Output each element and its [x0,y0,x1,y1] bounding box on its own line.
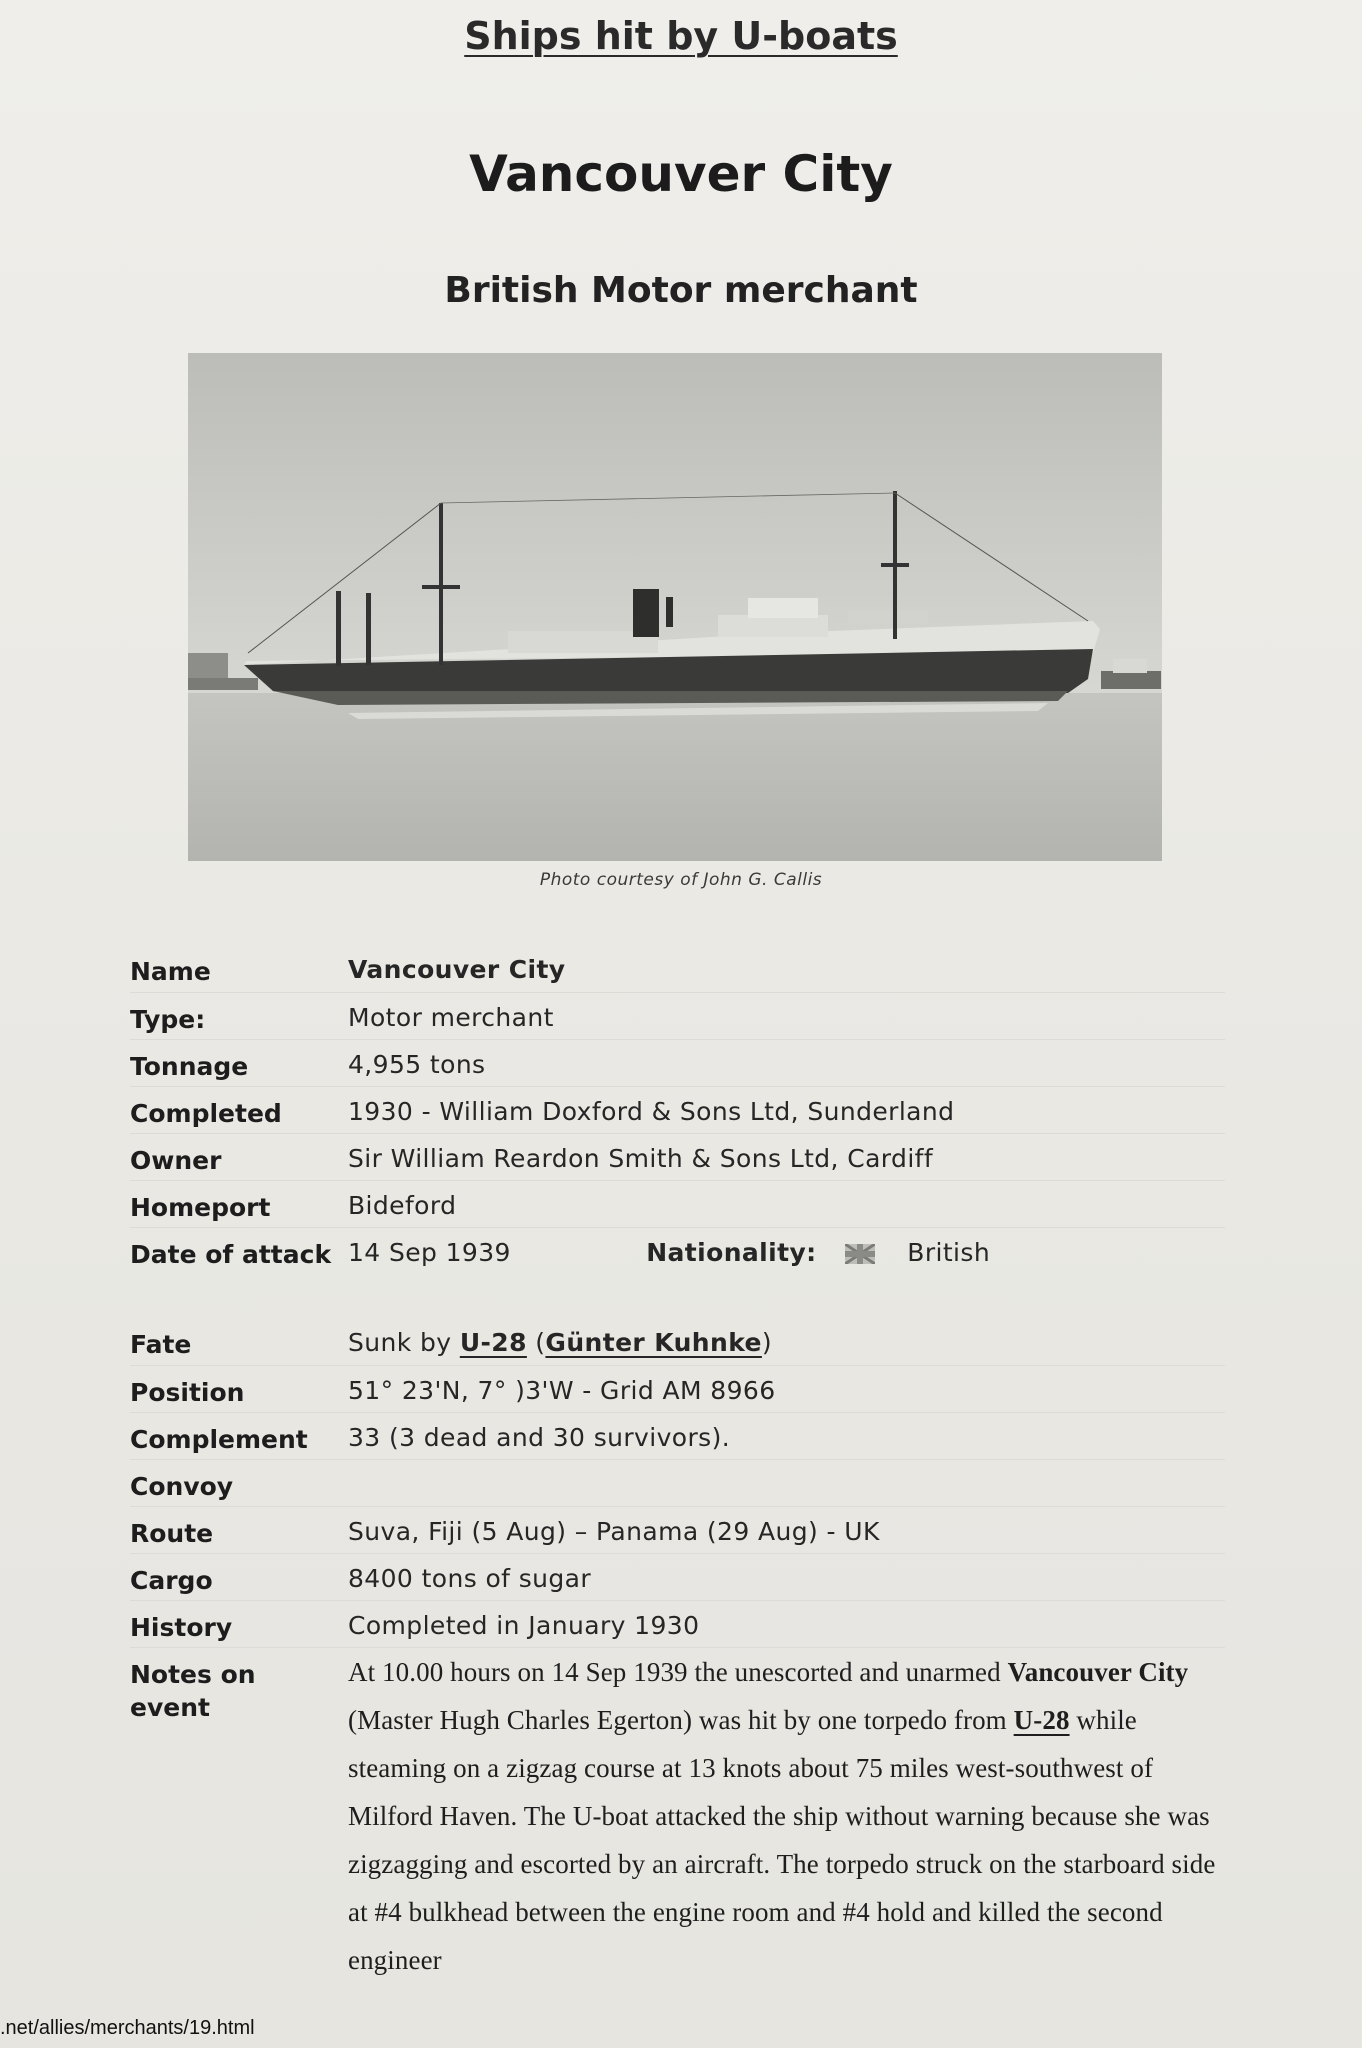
table-row [130,1365,1225,1412]
table-row [130,1459,1225,1506]
ship-subtitle: British Motor merchant [444,270,918,311]
route-value: Suva, Fiji (5 Aug) – Panama (29 Aug) - UK [348,1506,1225,1553]
convoy-label: Convoy [130,1459,348,1506]
notes-uboat-link[interactable]: U-28 [1013,1704,1070,1735]
photo-caption: Photo courtesy of John G. Callis [539,870,823,890]
uk-flag-icon [845,1244,875,1264]
owner-value: Sir William Reardon Smith & Sons Ltd, Cardiff [348,1133,1225,1180]
position-value: 51° 23'N, 7° )3'W - Grid AM 8966 [348,1365,1225,1412]
table-row [130,1553,1225,1600]
name-value: Vancouver City [348,945,1225,992]
notes-label-text: Notes on event [130,1659,256,1723]
table-row [130,1412,1225,1459]
ship-title: Vancouver City [469,145,893,203]
tonnage-value: 4,955 tons [348,1039,1225,1086]
date-value: 14 Sep 1939 [348,1237,511,1267]
history-label: History [130,1600,348,1647]
complement-value: 33 (3 dead and 30 survivors). [348,1412,1225,1459]
table-row [130,1180,1225,1227]
table-row [130,1647,1225,1984]
history-value: Completed in January 1930 [348,1600,1225,1647]
cargo-label: Cargo [130,1553,348,1600]
nationality-value: British [907,1237,991,1267]
site-title-link[interactable]: Ships hit by U-boats [464,14,898,58]
table-row [130,992,1225,1039]
notes-line-1: At 10.00 hours on 14 Sep 1939 the unescorted and unarmed [348,1656,1001,1687]
name-label: Name [130,945,348,992]
convoy-value [348,1459,1225,1506]
notes-line-3: while steaming on a zigzag course at 13 knots about 75 miles west-southwest of Milford Haven. The U-boat attacked the ship without warning because she was zigzagging and escorted by an aircraft. The torpedo struck on the starboard side at #4 bulkhead between the engine room and #4 hold and killed the second engineer [348,1704,1216,1975]
fate-label: Fate [130,1318,348,1365]
route-label: Route [130,1506,348,1553]
completed-value: 1930 - William Doxford & Sons Ltd, Sunderland [348,1086,1225,1133]
ship-photo-image [188,353,1162,861]
table-row [130,1318,1225,1365]
table-row [130,1039,1225,1086]
homeport-value: Bideford [348,1180,1225,1227]
commander-link[interactable]: Günter Kuhnke [545,1328,762,1357]
fate-prefix: Sunk by [348,1328,452,1357]
site-header [0,14,1362,58]
date-value-cell [348,1227,1225,1274]
uboat-link[interactable]: U-28 [459,1328,527,1357]
table-row [130,1227,1225,1274]
nationality-label: Nationality: [646,1237,817,1267]
ship-photo [188,353,1162,861]
fate-open-paren: ( [535,1328,546,1357]
tonnage-label: Tonnage [130,1039,348,1086]
owner-label: Owner [130,1133,348,1180]
fate-close-paren: ) [761,1328,773,1357]
ship-details-table [130,945,1225,1274]
notes-text [348,1647,1225,1984]
table-row [130,1086,1225,1133]
page-url-footer: .net/allies/merchants/19.html [0,2017,255,2039]
table-row [130,1600,1225,1647]
completed-label: Completed [130,1086,348,1133]
notes-ship-name: Vancouver City [1007,1656,1189,1687]
position-label: Position [130,1365,348,1412]
notes-line-2: (Master Hugh Charles Egerton) was hit by one torpedo from [348,1704,1007,1735]
homeport-label: Homeport [130,1180,348,1227]
date-label: Date of attack [130,1239,332,1269]
table-row [130,1133,1225,1180]
type-label: Type: [130,992,348,1039]
fate-value [348,1318,1225,1365]
cargo-value: 8400 tons of sugar [348,1553,1225,1600]
attack-details-table [130,1318,1225,1984]
table-row [130,945,1225,992]
table-row [130,1506,1225,1553]
type-value: Motor merchant [348,992,1225,1039]
notes-label [130,1647,348,1984]
complement-label: Complement [130,1412,348,1459]
